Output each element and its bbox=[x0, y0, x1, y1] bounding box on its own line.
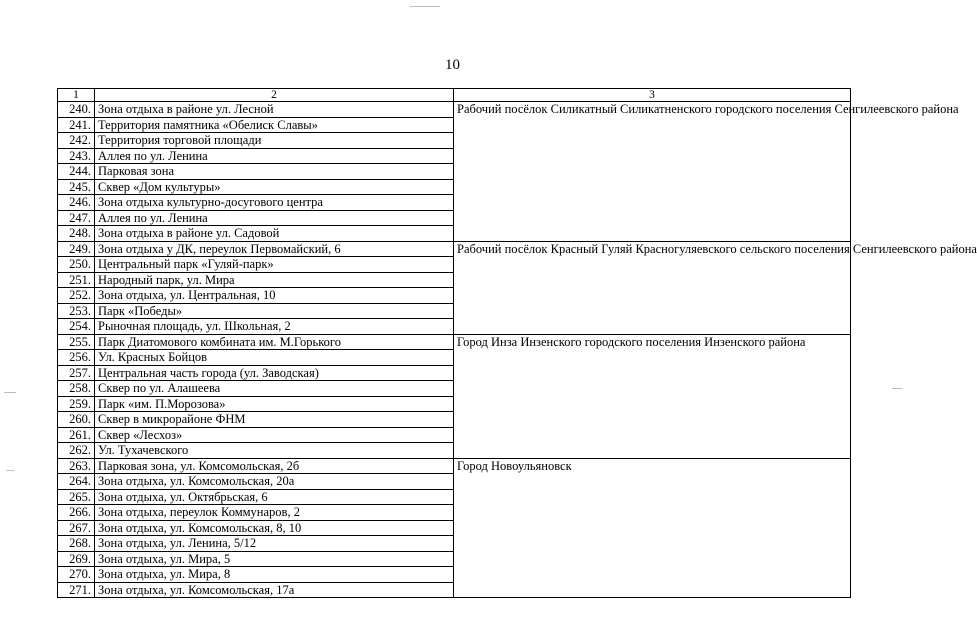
row-number: 246. bbox=[58, 195, 95, 211]
row-number: 254. bbox=[58, 319, 95, 335]
table-row bbox=[58, 458, 851, 474]
place-name: Зона отдыха, ул. Комсомольская, 20а bbox=[95, 474, 454, 490]
place-name: Центральная часть города (ул. Заводская) bbox=[95, 365, 454, 381]
place-name: Парковая зона, ул. Комсомольская, 2б bbox=[95, 458, 454, 474]
row-number: 244. bbox=[58, 164, 95, 180]
place-name: Зона отдыха, ул. Комсомольская, 8, 10 bbox=[95, 520, 454, 536]
place-name: Зона отдыха, ул. Октябрьская, 6 bbox=[95, 489, 454, 505]
scan-speck bbox=[410, 6, 440, 7]
place-name: Территория торговой площади bbox=[95, 133, 454, 149]
place-name: Центральный парк «Гуляй-парк» bbox=[95, 257, 454, 273]
row-number: 258. bbox=[58, 381, 95, 397]
row-number: 268. bbox=[58, 536, 95, 552]
row-number: 255. bbox=[58, 334, 95, 350]
row-number: 249. bbox=[58, 241, 95, 257]
region-cell: Город Новоульяновск bbox=[454, 458, 851, 598]
page-number: 10 bbox=[445, 57, 460, 73]
place-name: Зона отдыха у ДК, переулок Первомайский, 6 bbox=[95, 241, 454, 257]
row-number: 257. bbox=[58, 365, 95, 381]
row-number: 248. bbox=[58, 226, 95, 242]
row-number: 266. bbox=[58, 505, 95, 521]
row-number: 241. bbox=[58, 117, 95, 133]
row-number: 267. bbox=[58, 520, 95, 536]
row-number: 250. bbox=[58, 257, 95, 273]
row-number: 270. bbox=[58, 567, 95, 583]
place-name: Зона отдыха в районе ул. Лесной bbox=[95, 102, 454, 118]
place-name: Сквер «Лесхоз» bbox=[95, 427, 454, 443]
place-name: Сквер по ул. Алашеева bbox=[95, 381, 454, 397]
column-header-2: 2 bbox=[95, 89, 454, 102]
row-number: 263. bbox=[58, 458, 95, 474]
place-name: Парковая зона bbox=[95, 164, 454, 180]
place-name: Ул. Тухачевского bbox=[95, 443, 454, 459]
place-name: Сквер «Дом культуры» bbox=[95, 179, 454, 195]
table-row bbox=[58, 102, 851, 118]
table-row bbox=[58, 334, 851, 350]
place-name: Ул. Красных Бойцов bbox=[95, 350, 454, 366]
row-number: 240. bbox=[58, 102, 95, 118]
place-name: Парк Диатомового комбината им. М.Горького bbox=[95, 334, 454, 350]
document-table bbox=[57, 88, 977, 598]
row-number: 264. bbox=[58, 474, 95, 490]
place-name: Парк «Победы» bbox=[95, 303, 454, 319]
row-number: 252. bbox=[58, 288, 95, 304]
row-number: 242. bbox=[58, 133, 95, 149]
row-number: 247. bbox=[58, 210, 95, 226]
row-number: 245. bbox=[58, 179, 95, 195]
scan-speck bbox=[892, 388, 902, 389]
place-name: Территория памятника «Обелиск Славы» bbox=[95, 117, 454, 133]
scan-speck bbox=[6, 470, 14, 471]
place-name: Парк «им. П.Морозова» bbox=[95, 396, 454, 412]
table-header-row bbox=[58, 89, 851, 102]
table-body bbox=[58, 102, 977, 598]
region-cell: Рабочий посёлок Силикатный Силикатненского городского поселения Сенгилеевского района bbox=[454, 102, 851, 242]
row-number: 243. bbox=[58, 148, 95, 164]
row-number: 262. bbox=[58, 443, 95, 459]
row-number: 259. bbox=[58, 396, 95, 412]
place-name: Рыночная площадь, ул. Школьная, 2 bbox=[95, 319, 454, 335]
row-number: 260. bbox=[58, 412, 95, 428]
row-number: 256. bbox=[58, 350, 95, 366]
table-row bbox=[58, 241, 851, 257]
place-name: Зона отдыха, ул. Мира, 5 bbox=[95, 551, 454, 567]
row-number: 271. bbox=[58, 582, 95, 598]
place-name: Зона отдыха, ул. Ленина, 5/12 bbox=[95, 536, 454, 552]
row-number: 265. bbox=[58, 489, 95, 505]
place-name: Аллея по ул. Ленина bbox=[95, 210, 454, 226]
column-header-1: 1 bbox=[58, 89, 95, 102]
place-name: Сквер в микрорайоне ФНМ bbox=[95, 412, 454, 428]
place-name: Народный парк, ул. Мира bbox=[95, 272, 454, 288]
scan-speck bbox=[4, 392, 16, 393]
place-name: Зона отдыха в районе ул. Садовой bbox=[95, 226, 454, 242]
row-number: 269. bbox=[58, 551, 95, 567]
column-header-3: 3 bbox=[454, 89, 851, 102]
row-number: 251. bbox=[58, 272, 95, 288]
region-cell: Рабочий посёлок Красный Гуляй Красногуляевского сельского поселения Сенгилеевского района bbox=[454, 241, 851, 334]
row-number: 253. bbox=[58, 303, 95, 319]
row-number: 261. bbox=[58, 427, 95, 443]
place-name: Зона отдыха, ул. Центральная, 10 bbox=[95, 288, 454, 304]
place-name: Зона отдыха, ул. Комсомольская, 17а bbox=[95, 582, 454, 598]
place-name: Зона отдыха, ул. Мира, 8 bbox=[95, 567, 454, 583]
place-name: Аллея по ул. Ленина bbox=[95, 148, 454, 164]
region-cell: Город Инза Инзенского городского поселения Инзенского района bbox=[454, 334, 851, 458]
place-name: Зона отдыха, переулок Коммунаров, 2 bbox=[95, 505, 454, 521]
place-name: Зона отдыха культурно-досугового центра bbox=[95, 195, 454, 211]
